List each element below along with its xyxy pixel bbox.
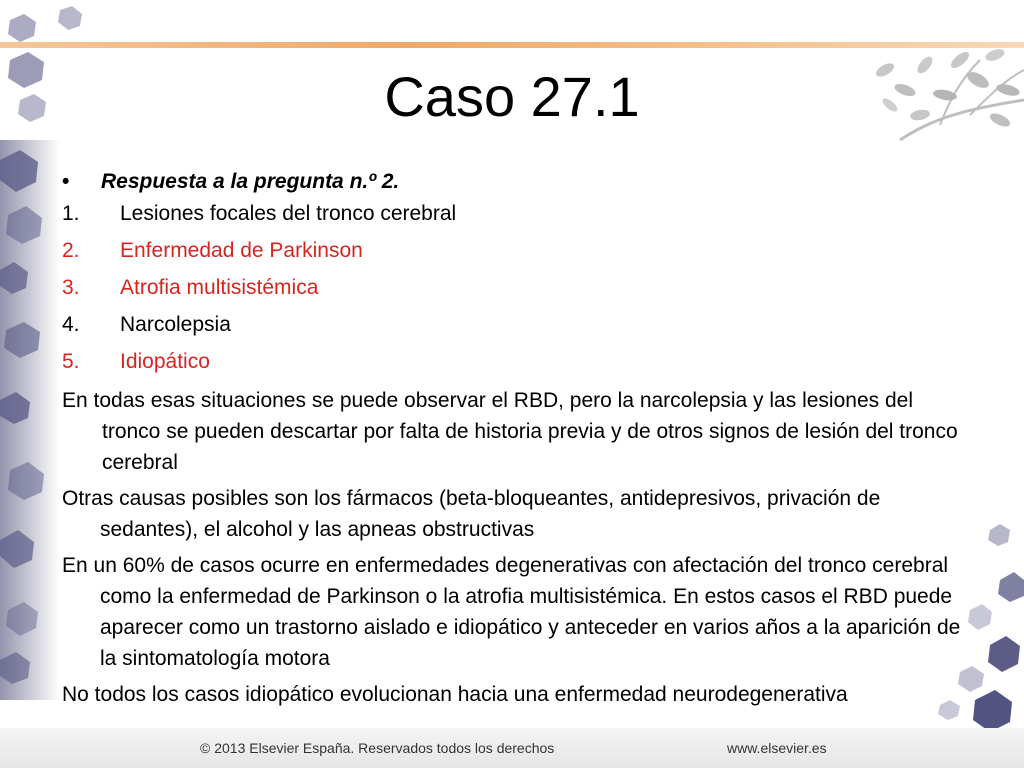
item-text: Narcolepsia <box>120 313 231 336</box>
item-text: Lesiones focales del tronco cerebral <box>120 202 457 225</box>
item-text: Atrofia multisistémica <box>120 276 319 299</box>
item-number: 4. <box>62 313 80 336</box>
list-item <box>62 272 962 309</box>
item-number: 5. <box>62 350 80 373</box>
bullet-icon: • <box>62 170 70 193</box>
list-item <box>62 309 962 346</box>
footer <box>0 728 1024 768</box>
footer-url: www.elsevier.es <box>727 740 827 756</box>
paragraph: Otras causas posibles son los fármacos (beta-bloqueantes, antidepresivos, privación de sedantes), el alcohol y las apneas obstructivas <box>62 487 881 541</box>
paragraph: En todas esas situaciones se puede observar el RBD, pero la narcolepsia y las lesiones del tronco se pueden descartar por falta de historia previa y de otros signos de lesión del tronco cerebral <box>62 389 958 474</box>
bullet-heading <box>62 166 962 198</box>
item-number: 1. <box>62 202 80 225</box>
slide-title: Caso 27.1 <box>384 65 640 128</box>
list-item <box>62 346 962 383</box>
item-number: 3. <box>62 276 80 299</box>
item-text: Enfermedad de Parkinson <box>120 239 363 262</box>
item-text: Idiopático <box>120 350 210 373</box>
paragraph: No todos los casos idiopático evolucionan hacia una enfermedad neurodegenerativa <box>62 683 848 706</box>
bullet-text: Respuesta a la pregunta n.º 2. <box>101 170 400 193</box>
slide-body <box>62 166 962 710</box>
paragraph: En un 60% de casos ocurre en enfermedades degenerativas con afectación del tronco cerebral como la enfermedad de Parkinson o la atrofia multisistémica. En estos casos el RBD puede aparecer como un trastorno aislado e idiopático y anteceder en varios años a la aparición de la sintomatología motora <box>62 554 961 670</box>
accent-bar <box>0 42 1024 48</box>
list-item <box>62 235 962 272</box>
item-number: 2. <box>62 239 80 262</box>
copyright-text: © 2013 Elsevier España. Reservados todos los derechos <box>200 740 555 756</box>
list-item <box>62 198 962 235</box>
